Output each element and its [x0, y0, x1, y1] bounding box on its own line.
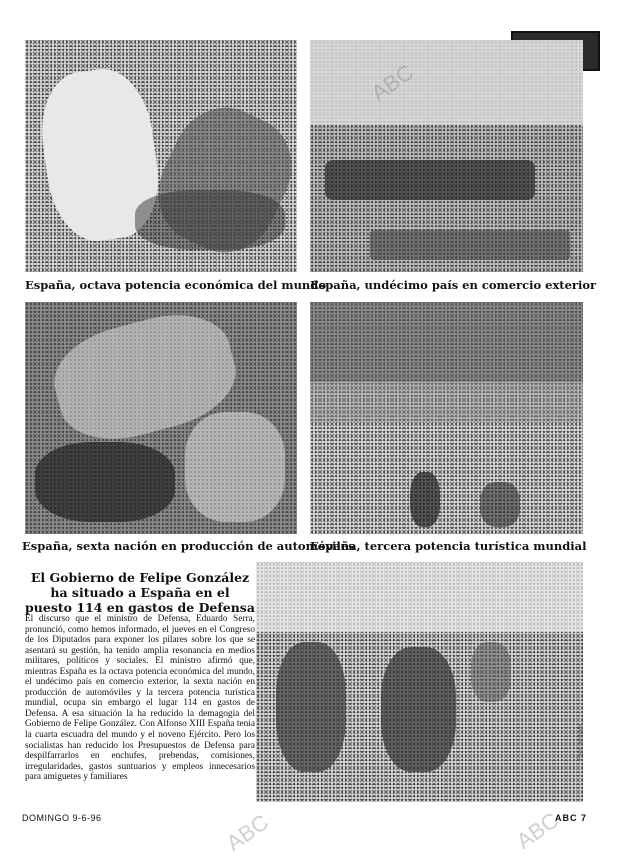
- photo-port-ship: [310, 40, 583, 272]
- watermark: ABC: [366, 59, 419, 106]
- article-headline: El Gobierno de Felipe González ha situado a España en el puesto 114 en gastos de Defensa: [25, 570, 255, 615]
- photo-beach: [310, 302, 583, 534]
- article-body: El discurso que el ministro de Defensa, Eduardo Serra, pronunció, como hemos informado, el jueves en el Congreso de los Diputados para exponer los pilares sobre los que se asentará su gestión, ha tenido amplia resonancia en medios militares, políticos y sociales. El ministro afirmó que, mientras España es la octava potencia económica del mundo, el undécimo país en comercio exterior, la sexta nación en producción de automóviles y la tercera potencia turística mundial, ocupa sin embargo el lugar 114 en gastos de Defensa. A esa situación la ha reducido la demagogia del Gobierno de Felipe González. Con Alfonso XIII España tenía la cuarta escuadra del mundo y el noveno Ejército. Pero los socialistas han reducido los Presupuestos de Defensa para despilfarrarlos en enchufes, prebendas, comisiones, irregularidades, gastos suntuarios y empleos innecesarios para amiguetes y familiares: [25, 614, 255, 783]
- photo-caption: España, tercera potencia turística mundial: [310, 539, 587, 553]
- photo-credit: Foto: Archivo: [578, 724, 584, 760]
- watermark: ABC: [511, 807, 564, 854]
- photo-caption: España, sexta nación en producción de automóviles: [22, 539, 355, 553]
- photo-automobiles: [25, 302, 297, 534]
- photo-banknotes: [25, 40, 297, 272]
- page-number: ABC 7: [555, 813, 588, 823]
- footer-date: DOMINGO 9-6-96: [22, 813, 102, 823]
- watermark: ABC: [221, 809, 274, 856]
- photo-caption: España, octava potencia económica del mundo: [25, 278, 326, 292]
- photo-soldiers: [256, 562, 583, 802]
- photo-caption: España, undécimo país en comercio exterior: [310, 278, 597, 292]
